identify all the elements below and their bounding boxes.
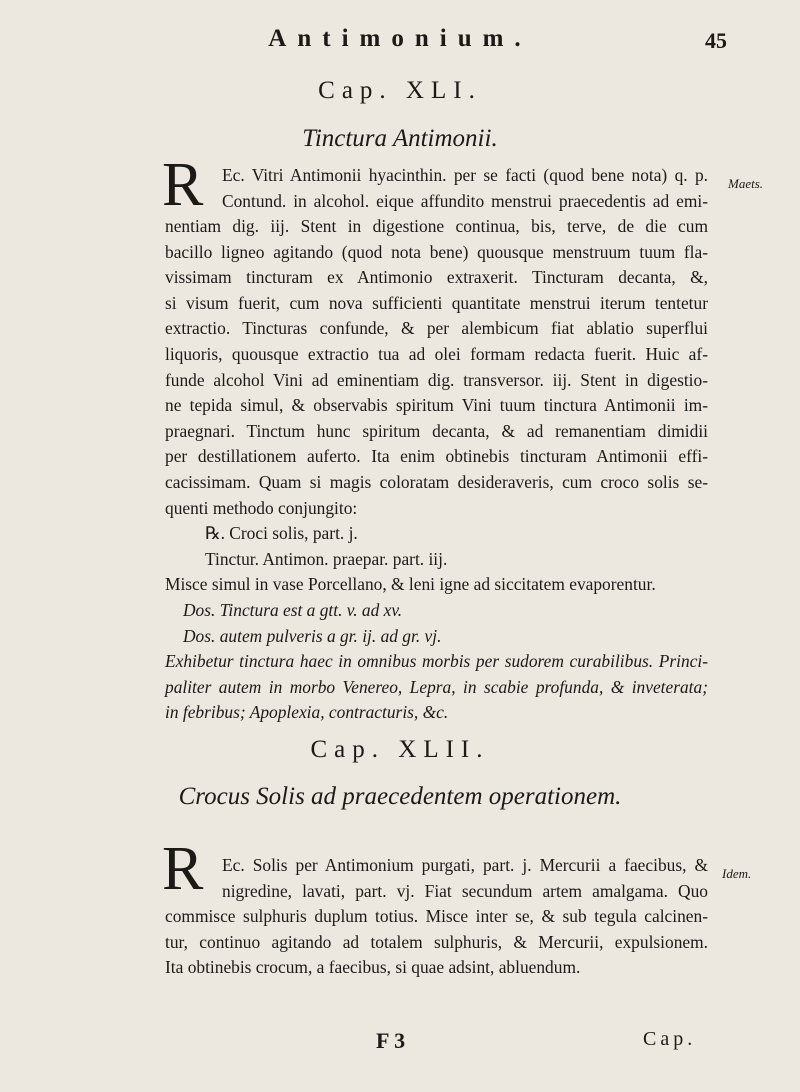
text-line: nentiam dig. iij. Stent in digestione continua, bis, terve, de die cum xyxy=(165,216,708,236)
margin-note-idem: Idem. xyxy=(722,866,752,881)
chapter-41-body xyxy=(222,163,708,214)
chapter-42-title: Crocus Solis ad praecedentem operationem. xyxy=(178,783,622,810)
text-line: extractio. Tincturas confunde, & per alembicum fiat ablatio superflui xyxy=(165,318,708,339)
text-line: commisce sulphuris duplum totius. Misce inter se, & sub tegula calcinen- xyxy=(165,906,708,926)
text-line: ne tepida simul, & observabis spiritum Vini tuum tinctura Antimonii im- xyxy=(165,395,708,416)
text-line: quenti methodo conjungito: xyxy=(165,497,358,518)
text-line: si visum fuerit, cum nova sufficienti quantitate menstrui iterum tentetur xyxy=(165,292,708,313)
text-line: nigredine, lavati, part. vj. Fiat secundum artem amalgama. Quo xyxy=(222,880,708,901)
margin-note-maets: Maets. xyxy=(728,176,764,191)
page-number: 45 xyxy=(705,28,727,53)
dose-line: Dos. Tinctura est a gtt. v. ad xv. xyxy=(183,599,403,620)
usage-line: Exhibetur tinctura haec in omnibus morbis per sudorem curabilibus. Princi- xyxy=(165,651,708,672)
chapter-42-dropcap: R xyxy=(162,835,204,903)
running-title: Antimonium. xyxy=(268,25,532,52)
text-line: liquoris, quousque extractio tua ad olei formam redacta fuerit. Huic af- xyxy=(165,343,708,364)
chapter-42-heading: Cap. XLII. xyxy=(310,736,490,763)
text-line: tur, continuo agitando ad totalem sulphuris, & Mercurii, expulsionem. xyxy=(165,931,708,952)
usage-line: paliter autem in morbo Venereo, Lepra, in scabie profunda, & inveterata; xyxy=(165,676,708,697)
text-line: vissimam tincturam ex Antimonio extraxerit. Tincturam decanta, &, xyxy=(165,267,708,288)
text-line: Ec. Vitri Antimonii hyacinthin. per se facti (quod bene nota) q. p. xyxy=(222,165,708,185)
chapter-42-body-cont xyxy=(165,904,708,981)
text-line: Misce simul in vase Porcellano, & leni igne ad siccitatem evaporentur. xyxy=(165,574,656,595)
usage-line: in febribus; Apoplexia, contracturis, &c. xyxy=(165,702,449,723)
text-line: Ec. Solis per Antimonium purgati, part. j. Mercurii a faecibus, & xyxy=(222,855,708,875)
recipe-line: Tinctur. Antimon. praepar. part. iij. xyxy=(205,548,448,569)
signature-mark: F 3 xyxy=(376,1028,406,1053)
chapter-41-title: Tinctura Antimonii. xyxy=(302,125,498,152)
chapter-41-heading: Cap. XLI. xyxy=(318,77,482,104)
text-line: Ita obtinebis crocum, a faecibus, si quae adsint, abluendum. xyxy=(165,957,581,978)
recipe-line: ℞. Croci solis, part. j. xyxy=(205,523,358,544)
text-line: funde alcohol Vini ad eminentiam dig. transversor. iij. Stent in digestio- xyxy=(165,369,708,390)
chapter-41-body-cont xyxy=(165,214,708,726)
catchword: Cap. xyxy=(643,1028,697,1050)
chapter-42-body xyxy=(222,853,708,904)
text-line: cacissimam. Quam si magis coloratam desideraveris, cum croco solis se- xyxy=(165,471,708,492)
text-line: praegnari. Tinctum hunc spiritum decanta, & ad remanentiam dimidii xyxy=(165,420,708,441)
text-line: bacillo ligneo agitando (quod nota bene) quousque menstruum tuum fla- xyxy=(165,241,708,262)
text-line: Contund. in alcohol. eique affundito menstrui praecedentis ad emi- xyxy=(222,190,708,211)
dose-line: Dos. autem pulveris a gr. ij. ad gr. vj. xyxy=(183,625,442,646)
chapter-41-dropcap: R xyxy=(162,151,204,219)
text-line: per destillationem auferto. Ita enim obtinebis tincturam Antimonii effi- xyxy=(165,446,708,467)
